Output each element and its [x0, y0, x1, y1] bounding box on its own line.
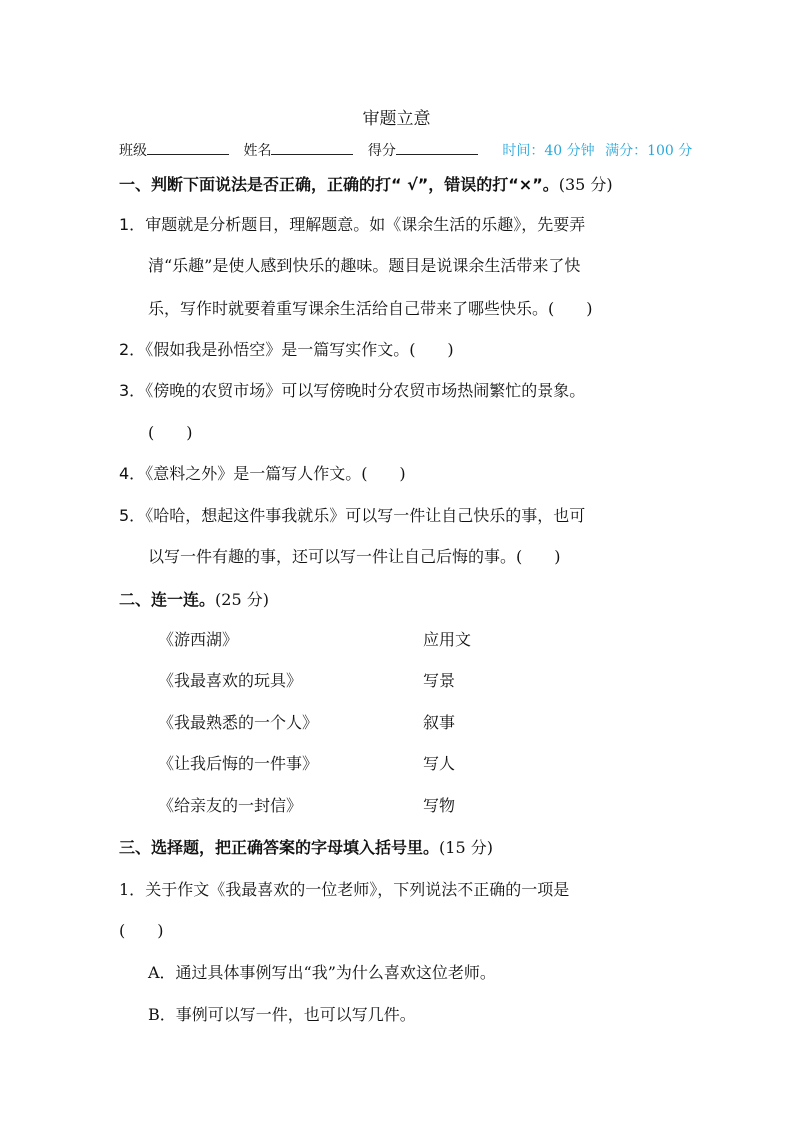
match-left-item[interactable]: 《我最熟悉的一个人》 [158, 713, 319, 732]
match-right-item[interactable]: 写物 [423, 796, 456, 815]
full-score: 满分：100 分 [605, 143, 693, 159]
section2-heading: 二、连一连。(25 分) [119, 590, 269, 609]
match-right-item[interactable]: 叙事 [423, 713, 456, 732]
section3-points: (15 分) [439, 838, 493, 857]
choice-question-1-line-1: 1．关于作文《我最喜欢的一位老师》，下列说法不正确的一项是 [119, 880, 570, 899]
match-left-item[interactable]: 《我最喜欢的玩具》 [158, 671, 303, 690]
section1-points: (35 分) [558, 175, 613, 194]
match-left-item[interactable]: 《给亲友的一封信》 [158, 796, 303, 815]
page-title: 审题立意 [362, 109, 431, 129]
time-limit: 时间：40 分钟 [502, 143, 595, 159]
choice-question-1-line-2: ( ) [119, 921, 164, 940]
score-blank[interactable] [396, 140, 478, 155]
question-1-line-3: 乐，写作时就要着重写课余生活给自己带来了哪些快乐。( ) [148, 299, 593, 318]
match-right-item[interactable]: 写人 [423, 754, 456, 773]
section2-points: (25 分) [215, 590, 269, 609]
match-right-item[interactable]: 写景 [423, 671, 456, 690]
question-2: 2．《假如我是孙悟空》是一篇写实作文。( ) [119, 340, 454, 359]
question-number: 1． [119, 880, 146, 899]
question-5-line-1: 5．《哈哈，想起这件事我就乐》可以写一件让自己快乐的事，也可 [119, 506, 586, 525]
section3-heading: 三、选择题，把正确答案的字母填入括号里。(15 分) [119, 838, 493, 857]
option-a[interactable]: A．通过具体事例写出“我”为什么喜欢这位老师。 [148, 963, 496, 982]
student-info-row [119, 140, 692, 160]
question-number: 2． [119, 340, 146, 359]
name-blank[interactable] [271, 140, 353, 155]
class-label: 班级 [119, 143, 147, 159]
question-number: 5． [119, 506, 146, 525]
name-label: 姓名 [243, 143, 272, 159]
question-5-line-2: 以写一件有趣的事，还可以写一件让自己后悔的事。( ) [148, 547, 561, 566]
match-right-item[interactable]: 应用文 [423, 630, 472, 649]
question-4: 4．《意料之外》是一篇写人作文。( ) [119, 464, 406, 483]
match-left-item[interactable]: 《游西湖》 [158, 630, 239, 649]
class-blank[interactable] [147, 140, 229, 155]
question-3-line-1: 3．《傍晚的农贸市场》可以写傍晚时分农贸市场热闹繁忙的景象。 [119, 381, 586, 400]
question-number: 4． [119, 464, 146, 483]
question-1-line-2: 清“乐趣”是使人感到快乐的趣味。题目是说课余生活带来了快 [148, 256, 581, 275]
question-1-line-1: 1．审题就是分析题目，理解题意。如《课余生活的乐趣》，先要弄 [119, 215, 586, 234]
question-3-line-2: ( ) [148, 423, 193, 442]
question-number: 1． [119, 215, 146, 234]
score-label: 得分 [367, 143, 396, 159]
match-left-item[interactable]: 《让我后悔的一件事》 [158, 754, 319, 773]
section1-heading: 一、判断下面说法是否正确，正确的打“ √”，错误的打“×”。(35 分) [119, 175, 613, 194]
question-number: 3． [119, 381, 146, 400]
option-b[interactable]: B．事例可以写一件，也可以写几件。 [148, 1005, 416, 1024]
